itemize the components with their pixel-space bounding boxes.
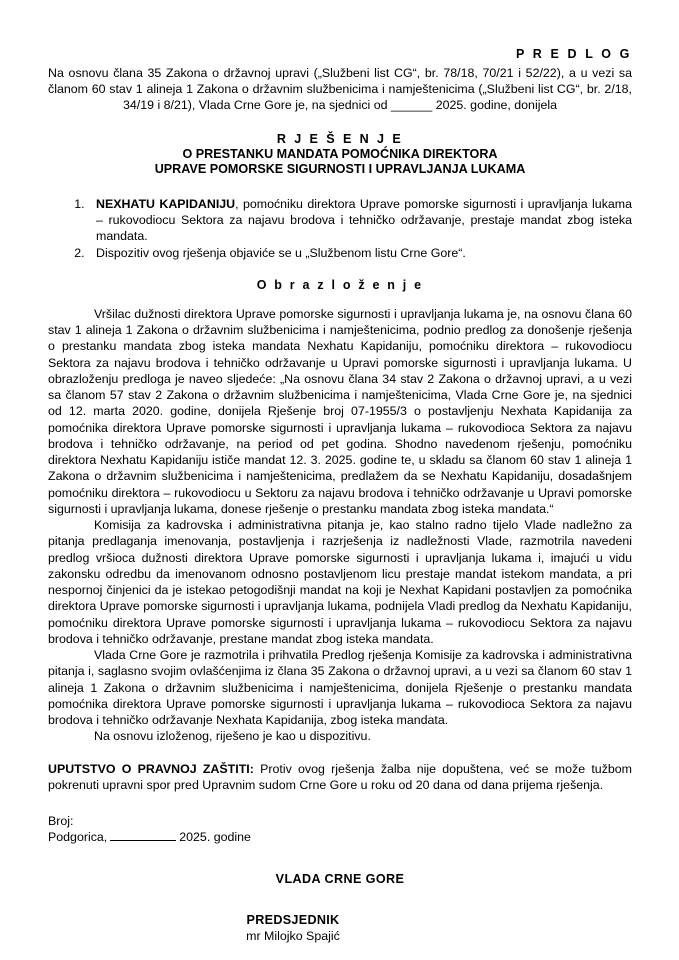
explanation-paragraph: Komisija za kadrovska i administrativna pitanja je, kao stalno radno tijelo Vlade nadležno za pitanja predlaganja imenovanja, postavljenja i razrješenja iz nadležnosti Vlade, razmotrila navedeni predlog vršioca dužnosti direktora Uprave pomorske sigurnosti i upravljanja lukama i, imajući u vidu zakonsku odredbu da imenovanom odnosno postavljenom licu prestaje mandat istekom mandata, a pri nespornoj činjenici da je istekao petogodišnji mandat na koji je Nexhat Kapidani postavljen za pomoćnika direktora Uprave pomorske sigurnosti i upravljanja lukama, podnijela Vladi predlog da Nexhatu Kapidaniju, pomoćniku direktora Uprave pomorske sigurnosti i upravljanja lukama – rukovodiocu Sektora za najavu brodova i tehničko održavanje, prestane mandat zbog isteka mandata. [48, 518, 632, 646]
explanation-heading: O b r a z l o ž e n j e [256, 277, 424, 292]
legal-remedy-text: Protiv ovog rješenja žalba nije dopuštena, već se može tužbom pokrenuti upravni spor pred Upravnim sudom Crne Gore u roku od 20 dana od dana prijema rješenja. [48, 761, 632, 792]
year-text: 2025. godine [179, 830, 251, 845]
document-content [48, 0, 632, 944]
dispositive-item-text: , pomoćniku direktora Uprave pomorske sigurnosti i upravljanja lukama – rukovodiocu Sektora za najavu brodova i tehničko održavanje, prestaje mandat zbog isteka mandata. [96, 196, 632, 244]
dispositive-item-text: Dispozitiv ovog rješenja objaviće se u „Službenom listu Crne Gore“. [96, 245, 466, 260]
document-title-line3: UPRAVE POMORSKE SIGURNOSTI I UPRAVLJANJA LUKAMA [154, 162, 526, 177]
legal-basis-paragraph: Na osnovu člana 35 Zakona o državnoj upravi („Službeni list CG“, br. 78/18, 70/21 i 52/22), a u vezi sa članom 60 stav 1 alineja 1 Zakona o državnim službenicima i namještenicima („Službeni list CG“, br. 2/18, 34/19 i 8/21), Vlada Crne Gore je, na sjednici od ______ 2025. godine, donijela [48, 66, 632, 113]
government-signature-block [48, 871, 632, 887]
document-title-line1: R J E Š E N J E [276, 131, 404, 146]
dispositive-item-name: NEXHATU KAPIDANIJU [96, 196, 236, 211]
signer-block [198, 912, 388, 944]
signer-name: mr Milojko Spajić [246, 928, 340, 943]
explanation-paragraph: Na osnovu izloženog, riješeno je kao u dispozitivu. [94, 729, 371, 744]
explanation-paragraph: Vršilac dužnosti direktora Uprave pomorske sigurnosti i upravljanja lukama je, na osnovu člana 60 stav 1 alineja 1 Zakona o državnim službenicima i namještenicima, podnio predlog za donošenje rješenja o prestanku mandata zbog isteka mandata Nexhatu Kapidaniju, pomoćniku direktora – rukovodiocu Sektora za najavu brodova i tehničko održavanje u Upravi pomorske sigurnosti i upravljanja lukama. U obrazloženju predloga je naveo sljedeće: „Na osnovu člana 34 stav 2 Zakona o državnoj upravi, a u vezi sa članom 57 stav 2 Zakona o državnim službenicima i namještenicima, Vlada Crne Gore je, na sjednici od 12. marta 2020. godine, donijela Rješenje broj 07-1955/3 o postavljenju Nexhata Kapidanija za pomoćnika direktora Uprave pomorske sigurnosti i upravljanja lukama – rukovodioca Sektora za najavu brodova i tehničko održavanje, na period od pet godina. Shodno navedenom rješenju, pomoćniku direktora Nexhatu Kapidaniju ističe mandat 12. 3. 2025. godine te, u skladu sa članom 60 stav 1 alineja 1 Zakona o državnim službenicima i namještenicima, predlažem da se Nexhatu Kapidaniju, dosadašnjem pomoćniku direktora – rukovodiocu u Sektoru za najavu brodova i tehničko održavanje u Upravi pomorske sigurnosti i upravljanja lukama, donese rješenje o prestanku mandata zbog isteka mandata.“ [48, 306, 632, 516]
list-item [88, 245, 632, 261]
date-blank-field[interactable] [110, 831, 176, 841]
dispositive-list [48, 196, 632, 261]
document-footer [48, 813, 632, 944]
legal-remedy-notice [48, 761, 632, 794]
document-title-block [48, 131, 632, 178]
place-and-date-line [48, 829, 632, 845]
list-item [88, 196, 632, 245]
legal-remedy-label: UPUTSTVO O PRAVNOJ ZAŠTITI: [48, 761, 254, 776]
place-label: Podgorica, [48, 830, 108, 845]
explanation-paragraph: Vlada Crne Gore je razmotrila i prihvatila Predlog rješenja Komisije za kadrovska i administrativna pitanja i, saglasno svojim ovlašćenjima iz člana 35 Zakona o državnoj upravi, a u vezi sa članom 60 stav 1 alineja 1 Zakona o državnim službenicima i namještenicima, donijela Rješenje o prestanku mandata pomoćnika direktora Uprave pomorske sigurnosti i upravljanja lukama – rukovodioca Sektora za najavu brodova i tehničko održavanje Nexhata Kapidanija, zbog isteka mandata. [48, 648, 632, 728]
document-title-line2: O PRESTANKU MANDATA POMOĆNIKA DIREKTORA [182, 146, 498, 161]
explanation-body [48, 306, 632, 745]
government-name: VLADA CRNE GORE [275, 871, 405, 886]
document-header-label: P R E D L O G [516, 47, 632, 61]
signer-title: PREDSJEDNIK [246, 912, 340, 927]
file-number-label: Broj: [48, 814, 74, 829]
